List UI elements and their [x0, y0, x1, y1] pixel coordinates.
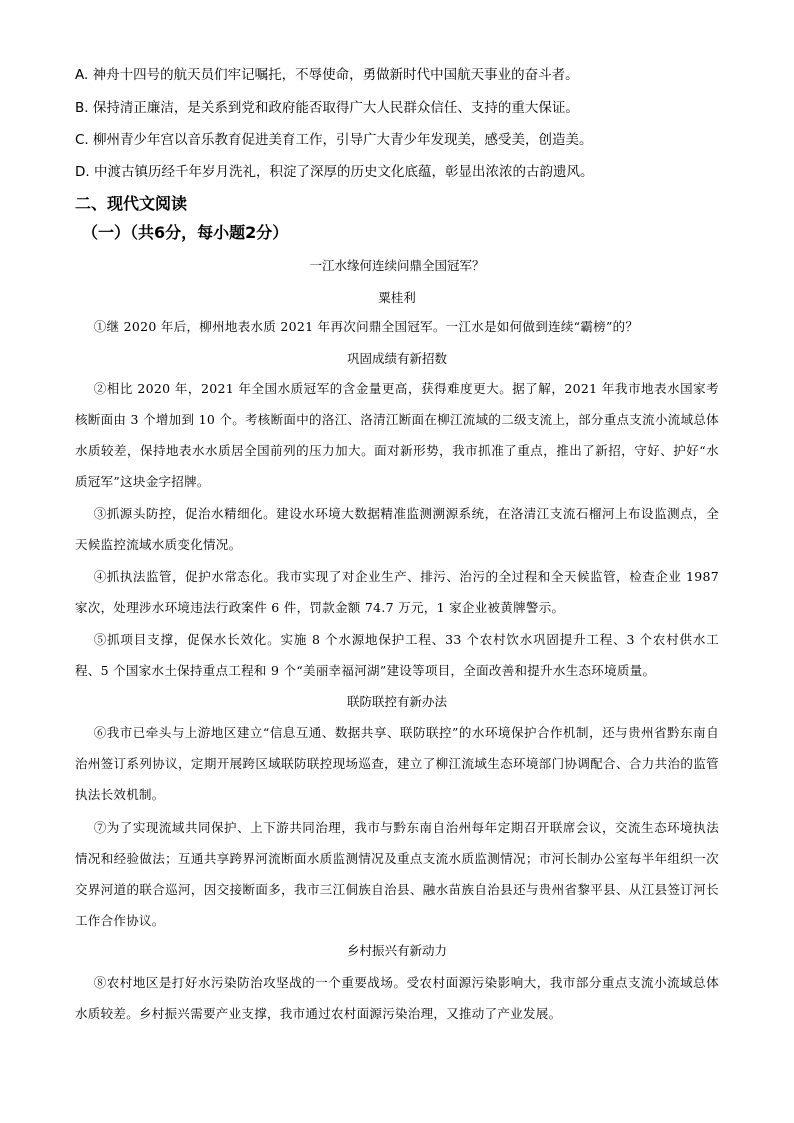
option-d: D. 中渡古镇历经千年岁月洗礼，积淀了深厚的历史文化底蕴，彰显出浓浓的古韵遗风。 [75, 164, 594, 180]
paragraph-3: ③抓源头防控，促治水精细化。建设水环境大数据精准监测溯源系统，在洛清江支流石榴河上布设监测点，全天候监控流域水质变化情况。 [75, 506, 719, 552]
section-title: 二、现代文阅读 [75, 194, 188, 213]
paragraph-2: ②相比 2020 年，2021 年全国水质冠军的含金量更高，获得难度更大。据了解，2021 年我市地表水国家考核断面由 3 个增加到 10 个。考核断面中的洛江、洛清江断面在柳江流域的二级支流上，部分重点支流小流域总体水质较差，保持地表水水质居全国前列的压力加大。面对新形势，我市抓准了重点，推出了新招，守好、护好“水质冠军”这块金字招牌。 [75, 381, 719, 489]
heading-2: 联防联控有新办法 [346, 694, 447, 709]
heading-3: 乡村振兴有新动力 [346, 943, 447, 958]
subsection-title: （一）（共6分，每小题2分） [82, 223, 289, 242]
heading-1: 巩固成绩有新招数 [346, 351, 447, 366]
option-c: C. 柳州青少年宫以音乐教育促进美育工作，引导广大青少年发现美，感受美，创造美。 [75, 132, 593, 148]
paragraph-5: ⑤抓项目支撑，促保水长效化。实施 8 个水源地保护工程、33 个农村饮水巩固提升工程、3 个农村供水工程、5 个国家水土保持重点工程和 9 个“美丽幸福河湖”建设等项目，全面改善和提升水生态环境质量。 [75, 632, 719, 678]
option-b: B. 保持清正廉洁，是关系到党和政府能否取得广大人民群众信任、支持的重大保证。 [75, 100, 579, 116]
paragraph-7: ⑦为了实现流域共同保护、上下游共同治理，我市与黔东南自治州每年定期召开联席会议，交流生态环境执法情况和经验做法；互通共享跨界河流断面水质监测情况及重点支流水质监测情况；市河长制办公室每半年组织一次交界河道的联合巡河，因交接断面多，我市三江侗族自治县、融水苗族自治县还与贵州省黎平县、从江县签订河长工作合作协议。 [75, 820, 719, 928]
paragraph-6: ⑥我市已牵头与上游地区建立“信息互通、数据共享、联防联控”的水环境保护合作机制，还与贵州省黔东南自治州签订系列协议，定期开展跨区域联防联控现场巡查，建立了柳江流域生态环境部门协调配合、合力共治的监管执法长效机制。 [75, 725, 719, 802]
paragraph-4: ④抓执法监管，促护水常态化。我市实现了对企业生产、排污、治污的全过程和全天候监管，检查企业 1987 家次，处理涉水环境违法行政案件 6 件，罚款金额 74.7 万元，1 家企业被黄牌警示。 [75, 569, 719, 615]
paragraph-8: ⑧农村地区是打好水污染防治攻坚战的一个重要战场。受农村面源污染影响大，我市部分重点支流小流域总体水质较差。乡村振兴需要产业支撑，我市通过农村面源污染治理，又推动了产业发展。 [75, 975, 719, 1021]
article-title: 一江水缘何连续问鼎全国冠军？ [309, 258, 485, 273]
paragraph-1: ①继 2020 年后，柳州地表水质 2021 年再次问鼎全国冠军。一江水是如何做到连续“霸榜”的？ [93, 319, 639, 334]
article-author: 粟桂利 [378, 290, 416, 305]
option-a: A. 神舟十四号的航天员们牢记嘱托，不辱使命，勇做新时代中国航天事业的奋斗者。 [75, 67, 579, 83]
